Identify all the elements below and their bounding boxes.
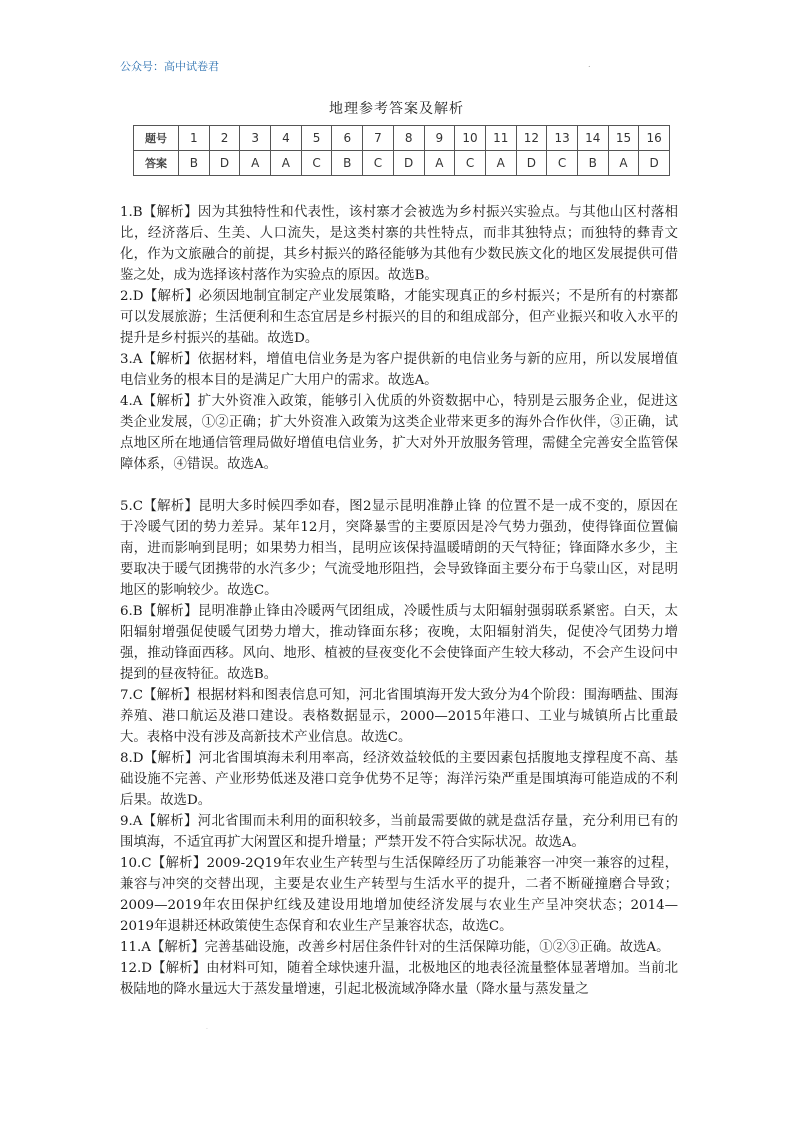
- explanation-paragraph: 12.D【解析】由材料可知，随着全球快速升温，北极地区的地表径流量整体显著增加。当前北极陆地的降水量远大于蒸发量增速，引起北极流域净降水量（降水量与蒸发量之: [120, 961, 678, 997]
- question-number-cell: 15: [608, 126, 639, 151]
- row-label-answer: 答案: [134, 151, 179, 176]
- corner-mark: .: [588, 60, 591, 69]
- answer-cell: C: [455, 151, 486, 176]
- question-number-cell: 12: [516, 126, 547, 151]
- explanation-paragraph: 11.A【解析】完善基础设施，改善乡村居住条件针对的生活保障功能，①②③正确。故选A。: [120, 940, 670, 955]
- answer-cell: A: [271, 151, 302, 176]
- answer-cell: C: [363, 151, 394, 176]
- question-number-cell: 7: [363, 126, 394, 151]
- answer-cell: C: [301, 151, 332, 176]
- source-note: 公众号：高中试卷君: [120, 60, 219, 73]
- question-number-cell: 4: [271, 126, 302, 151]
- question-number-cell: 10: [455, 126, 486, 151]
- question-number-cell: 2: [209, 126, 240, 151]
- question-number-cell: 3: [240, 126, 271, 151]
- question-number-cell: 5: [301, 126, 332, 151]
- explanation-paragraph: 6.B【解析】昆明准静止锋由冷暖两气团组成，冷暖性质与太阳辐射强弱联系紧密。白天，太阳辐射增强促使暖气团势力增大，推动锋面东移；夜晚，太阳辐射消失，促使冷气团势力增强，推动锋面西移。风向、地形、植被的昼夜变化不会使锋面产生较大移动，不会产生设问中提到的昼夜特征。故选B。: [120, 604, 678, 682]
- explanation-paragraph: 2.D【解析】必须因地制宜制定产业发展策略，才能实现真正的乡村振兴；不是所有的村寨都可以发展旅游；生活便利和生态宜居是乡村振兴的目的和组成部分，但产业振兴和收入水平的提升是乡村振兴的基础。故选D。: [120, 289, 678, 346]
- question-number-cell: 14: [577, 126, 608, 151]
- question-number-cell: 9: [424, 126, 455, 151]
- answer-cell: A: [424, 151, 455, 176]
- answer-cell: B: [577, 151, 608, 176]
- answer-cell: D: [209, 151, 240, 176]
- answer-cell: D: [516, 151, 547, 176]
- answer-cell: D: [639, 151, 670, 176]
- explanation-paragraph: 7.C【解析】根据材料和图表信息可知，河北省围填海开发大致分为4个阶段：围海晒盐、围海养殖、港口航运及港口建设。表格数据显示，2000—2015年港口、工业与城镇所占比重最大。表格中没有涉及高新技术产业信息。故选C。: [120, 688, 678, 745]
- explanation-paragraph: 8.D【解析】河北省围填海未利用率高，经济效益较低的主要因素包括腹地支撑程度不高、基础设施不完善、产业形势低迷及港口竞争优势不足等；海洋污染严重是围填海可能造成的不利后果。故选D。: [120, 751, 678, 808]
- explanation-paragraph: 10.C【解析】2009-2Q19年农业生产转型与生活保障经历了功能兼容一冲突一兼容的过程，兼容与冲突的交替出现，主要是农业生产转型与生活水平的提升，二者不断碰撞磨合导致；2009—2019年农田保护红线及建设用地增加使经济发展与农业生产呈冲突状态；2014—2019年退耕还林政策使生态保育和农业生产呈兼容状态，故选C。: [120, 856, 678, 934]
- answer-table: [133, 125, 670, 176]
- question-number-cell: 11: [485, 126, 516, 151]
- explanation-paragraph: 3.A【解析】依据材料，增值电信业务是为客户提供新的电信业务与新的应用，所以发展增值电信业务的根本目的是满足广大用户的需求。故选A。: [120, 352, 678, 388]
- answer-cell: A: [485, 151, 516, 176]
- document-title: 地理参考答案及解析: [329, 101, 464, 117]
- question-number-cell: 13: [547, 126, 578, 151]
- row-label-question-number: 题号: [134, 126, 179, 151]
- explanation-paragraph: 1.B【解析】因为其独特性和代表性，该村寨才会被选为乡村振兴实验点。与其他山区村落相比，经济落后、生美、人口流失，是这类村寨的共性特点，而非其独特点；而独特的彝青文化，作为文旅融合的前提，其乡村振兴的路径能够为其他有少数民族文化的地区发展提供可借鉴之处，成为选择该村落作为实验点的原因。故选B。: [120, 205, 678, 283]
- question-number-row: [134, 126, 670, 151]
- explanation-paragraph: 4.A【解析】扩大外资准入政策，能够引入优质的外资数据中心，特别是云服务企业，促进这类企业发展，①②正确；扩大外资准入政策为这类企业带来更多的海外合作伙伴，③正确，试点地区所在地通信管理局做好增值电信业务，扩大对外开放服务管理，需健全完善安全监管保障体系，④错误。故选A。: [120, 394, 678, 472]
- answer-cell: B: [332, 151, 363, 176]
- question-number-cell: 16: [639, 126, 670, 151]
- question-number-cell: 6: [332, 126, 363, 151]
- answer-cell: A: [608, 151, 639, 176]
- question-number-cell: 8: [393, 126, 424, 151]
- question-number-cell: 1: [179, 126, 210, 151]
- explanation-paragraph: 9.A【解析】河北省围而未利用的面积较多，当前最需要做的就是盘活存量，充分利用已有的围填海，不适宜再扩大闲置区和提升增量；严禁开发不符合实际状况。故选A。: [120, 814, 678, 850]
- answer-cell: D: [393, 151, 424, 176]
- explanation-body: [120, 202, 678, 1000]
- answer-cell: A: [240, 151, 271, 176]
- answer-cell: B: [179, 151, 210, 176]
- footer-mark: ·: [206, 1026, 208, 1033]
- answer-row: [134, 151, 670, 176]
- explanation-paragraph: 5.C【解析】昆明大多时候四季如春，图2显示昆明准静止锋 的位置不是一成不变的，原因在于冷暖气团的势力差异。某年12月，突降暴雪的主要原因是冷气势力强劲，使得锋面位置偏南，进而影响到昆明；如果势力相当，昆明应该保持温暖晴朗的天气特征；锋面降水多少，主要取决于暖气团携带的水汽多少；气流受地形阻挡，会导致锋面主要分布于乌蒙山区，对昆明地区的影响较少。故选C。: [120, 499, 678, 598]
- answer-cell: C: [547, 151, 578, 176]
